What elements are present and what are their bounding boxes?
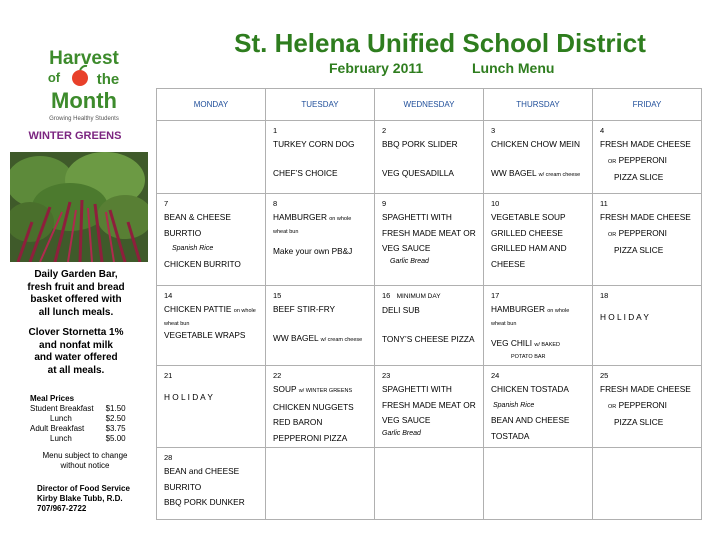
logo-word-harvest: Harvest bbox=[49, 48, 119, 69]
price-row: Lunch $2.50 bbox=[50, 414, 126, 423]
day-header-tuesday: TUESDAY bbox=[266, 89, 375, 121]
week-row bbox=[157, 448, 702, 520]
price-row: Adult Breakfast $3.75 bbox=[30, 424, 126, 433]
page-title: St. Helena Unified School District bbox=[234, 28, 646, 58]
day-cell-empty bbox=[593, 448, 702, 520]
day-header-row bbox=[157, 89, 702, 121]
day-cell: 17 HAMBURGER on whole wheat bun VEG CHILI w/ BAKED POTATO BAR bbox=[484, 286, 593, 366]
milk-note: Clover Stornetta 1% and nonfat milk and water offered at all meals. bbox=[28, 327, 124, 376]
day-cell: 7 BEAN & CHEESE BURRTIO Spanish Rice CHICKEN BURRITO bbox=[157, 194, 266, 286]
day-header-monday: MONDAY bbox=[157, 89, 266, 121]
day-cell: 8 HAMBURGER on whole wheat bun Make your own PB&J bbox=[266, 194, 375, 286]
day-cell: 15 BEEF STIR-FRY WW BAGEL w/ cream cheese bbox=[266, 286, 375, 366]
day-cell: 3 CHICKEN CHOW MEIN WW BAGEL w/ cream cheese bbox=[484, 121, 593, 194]
winter-greens-photo bbox=[10, 152, 148, 262]
price-row: Student Breakfast $1.50 bbox=[30, 404, 126, 413]
price-row: Lunch $5.00 bbox=[50, 434, 126, 443]
day-cell: 16 MINIMUM DAY DELI SUB TONY’S CHEESE PIZZA bbox=[375, 286, 484, 366]
logo-word-the: the bbox=[96, 71, 120, 88]
harvest-of-the-month-logo bbox=[40, 46, 128, 124]
day-cell: 24 CHICKEN TOSTADA Spanish Rice BEAN AND CHEESE TOSTADA bbox=[484, 366, 593, 448]
week-row bbox=[157, 286, 702, 366]
day-header-friday: FRIDAY bbox=[593, 89, 702, 121]
day-cell: 9 SPAGHETTI WITH FRESH MADE MEAT OR VEG SAUCE Garlic Bread bbox=[375, 194, 484, 286]
day-cell-empty bbox=[266, 448, 375, 520]
day-cell: 1 TURKEY CORN DOG CHEF’S CHOICE bbox=[266, 121, 375, 194]
menu-change-note: Menu subject to change without notice bbox=[42, 451, 128, 470]
logo-word-of: of bbox=[47, 70, 61, 85]
day-cell-empty bbox=[484, 448, 593, 520]
day-cell: 2 BBQ PORK SLIDER VEG QUESADILLA bbox=[375, 121, 484, 194]
day-cell: 18 H O L I D A Y bbox=[593, 286, 702, 366]
winter-greens-heading: WINTER GREENS bbox=[28, 130, 122, 142]
logo-tagline: Growing Healthy Students bbox=[49, 116, 119, 122]
lunch-menu-table bbox=[156, 88, 702, 520]
day-cell: 4 FRESH MADE CHEESE OR PEPPERONI PIZZA SLICE bbox=[593, 121, 702, 194]
day-header-thursday: THURSDAY bbox=[484, 89, 593, 121]
meal-prices bbox=[30, 394, 126, 444]
day-cell: 28 BEAN and CHEESE BURRITO BBQ PORK DUNKER bbox=[157, 448, 266, 520]
day-cell: 11 FRESH MADE CHEESE OR PEPPERONI PIZZA SLICE bbox=[593, 194, 702, 286]
day-cell-empty bbox=[157, 121, 266, 194]
day-cell: 23 SPAGHETTI WITH FRESH MADE MEAT OR VEG SAUCE Garlic Bread bbox=[375, 366, 484, 448]
day-cell: 25 FRESH MADE CHEESE OR PEPPERONI PIZZA SLICE bbox=[593, 366, 702, 448]
day-cell: 21 H O L I D A Y bbox=[157, 366, 266, 448]
day-cell-empty bbox=[375, 448, 484, 520]
week-row bbox=[157, 194, 702, 286]
garden-bar-note: Daily Garden Bar, fresh fruit and bread basket offered with all lunch meals. bbox=[27, 269, 125, 318]
day-cell: 22 SOUP w/ WINTER GREENS CHICKEN NUGGETS RED BARON PEPPERONI PIZZA bbox=[266, 366, 375, 448]
menu-label: Lunch Menu bbox=[472, 60, 555, 76]
week-row bbox=[157, 366, 702, 448]
logo-word-month: Month bbox=[51, 88, 117, 113]
menu-month: February 2011 bbox=[329, 60, 424, 76]
apple-icon bbox=[72, 70, 88, 86]
day-header-wednesday: WEDNESDAY bbox=[375, 89, 484, 121]
day-cell: 10 VEGETABLE SOUP GRILLED CHEESE GRILLED HAM AND CHEESE bbox=[484, 194, 593, 286]
day-cell: 14 CHICKEN PATTIE on whole wheat bun VEGETABLE WRAPS bbox=[157, 286, 266, 366]
director-contact: Director of Food Service Kirby Blake Tubb, R.D. 707/967-2722 bbox=[37, 484, 130, 513]
meal-prices-title: Meal Prices bbox=[30, 394, 75, 403]
week-row bbox=[157, 121, 702, 194]
